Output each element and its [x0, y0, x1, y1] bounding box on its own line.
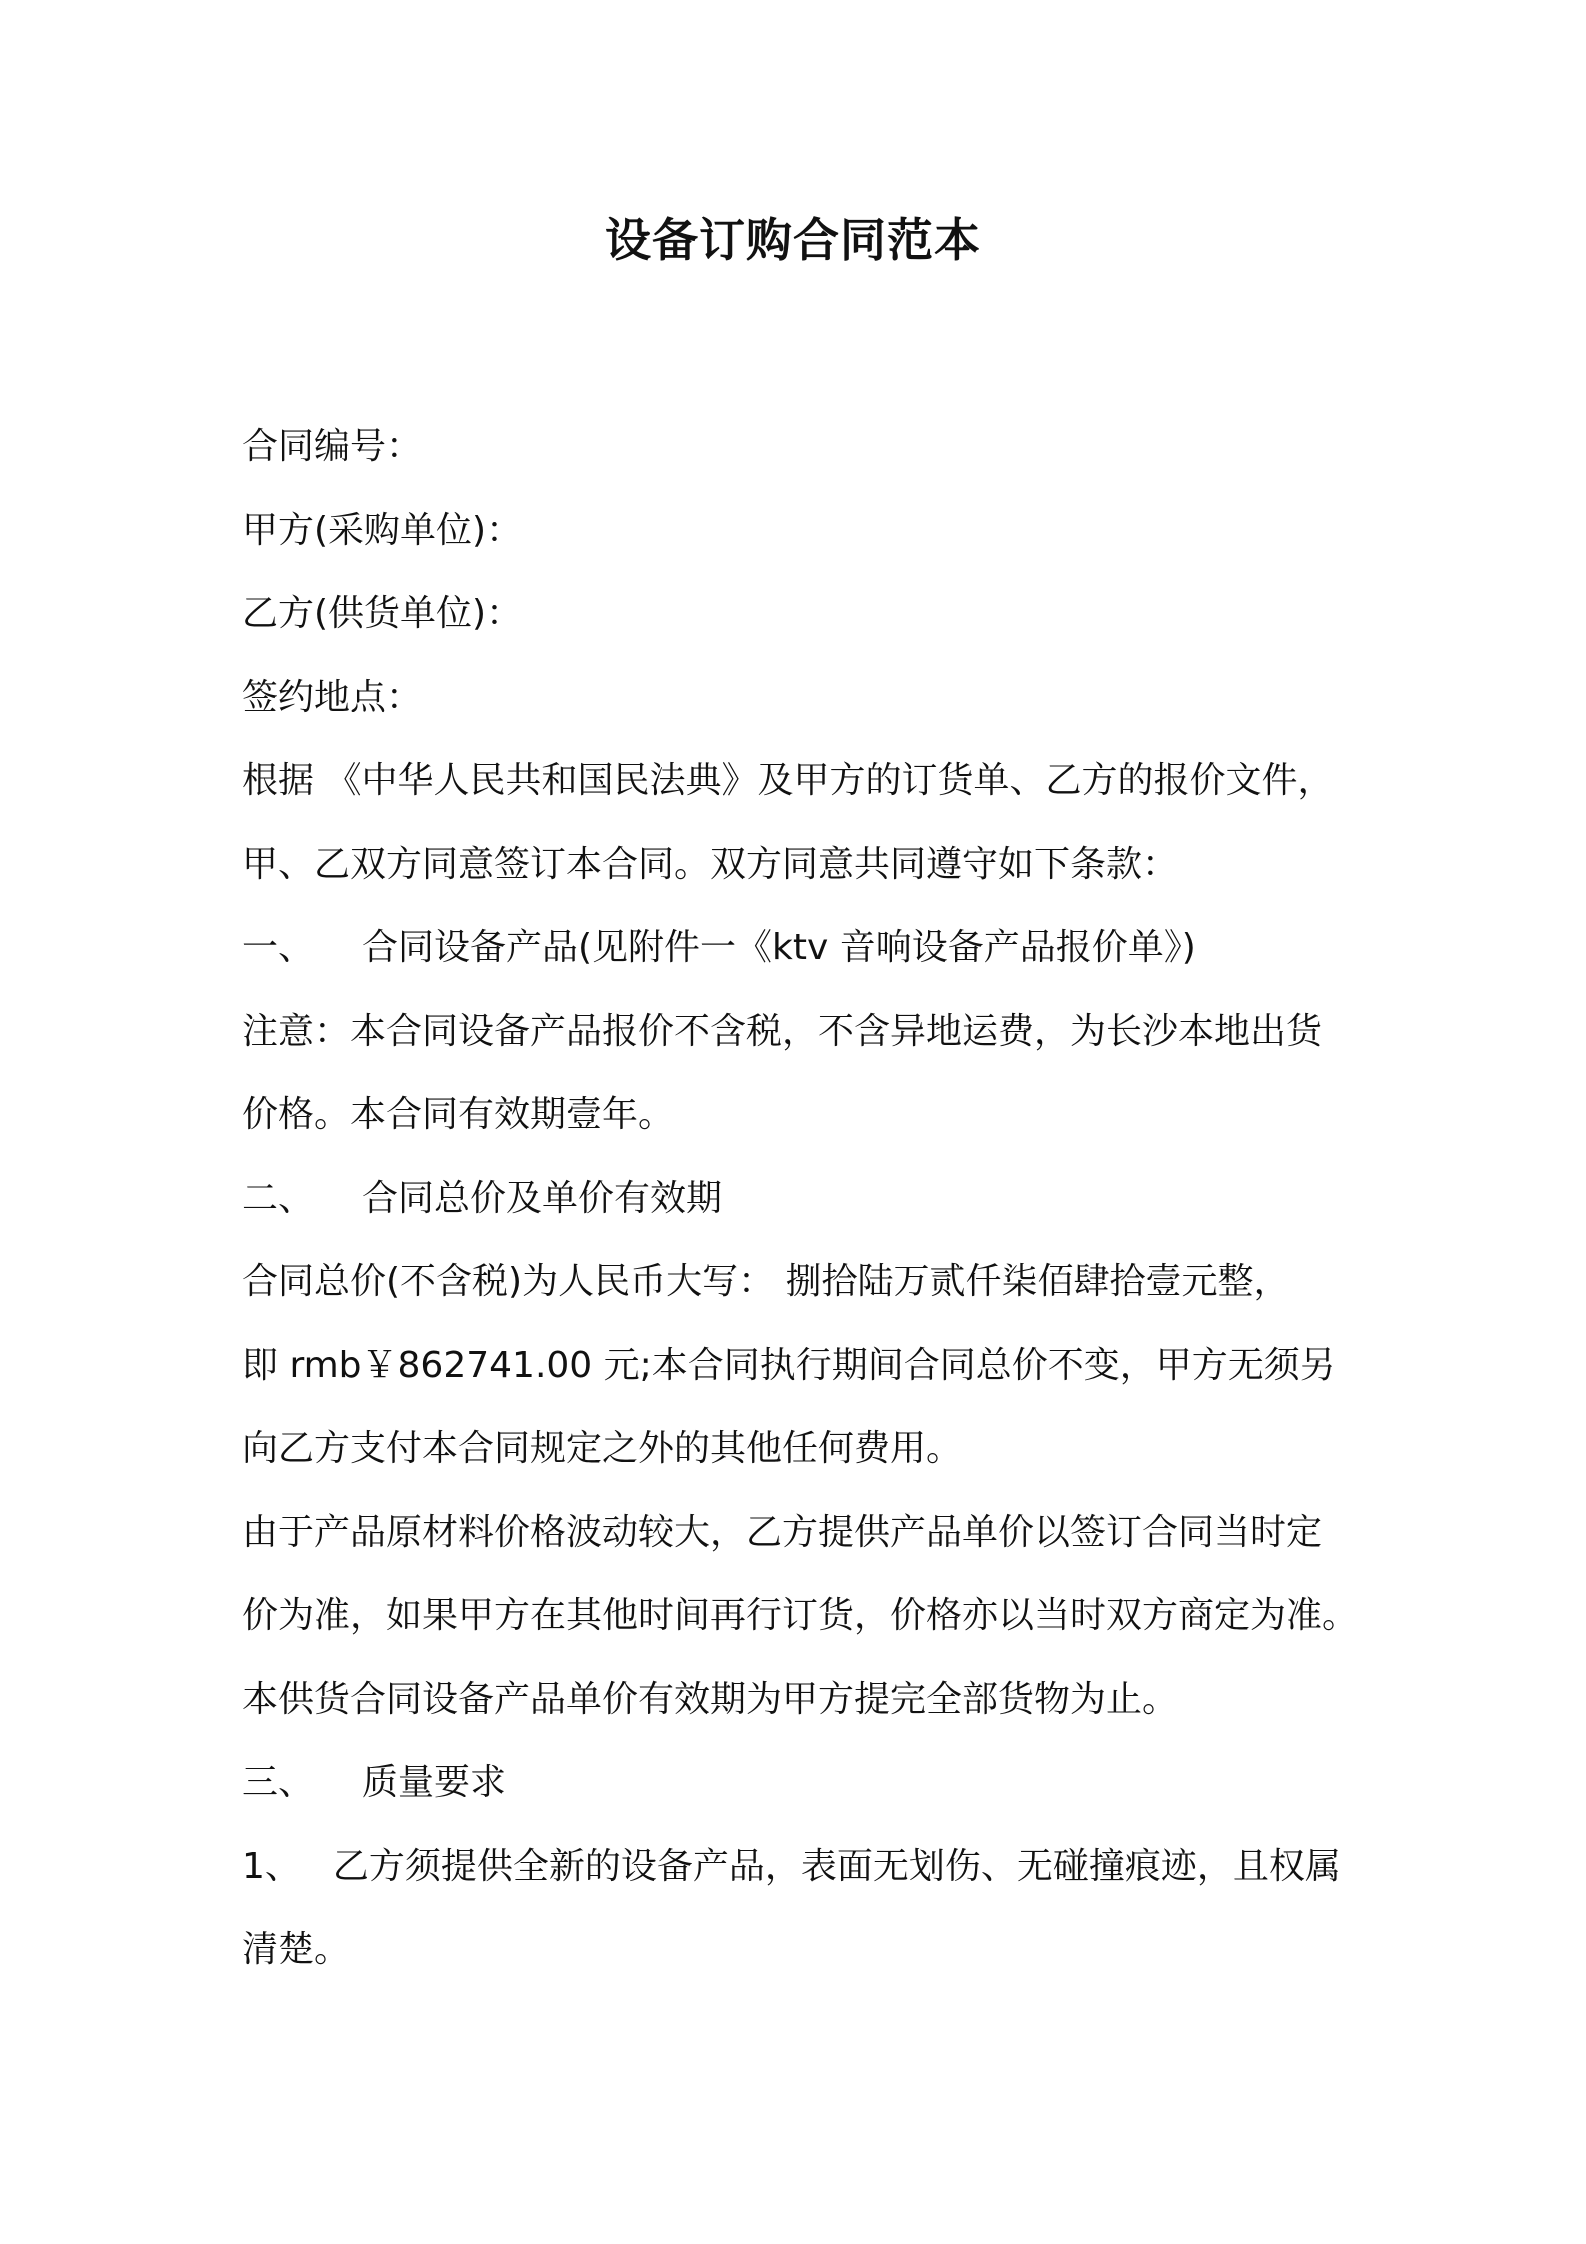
unit-price-paragraph-line: 价为准，如果甲方在其他时间再行订货，价格亦以当时双方商定为准。 [242, 1595, 1359, 1636]
section-heading [242, 1741, 1362, 1825]
contract-number-label: 合同编号： [242, 426, 423, 467]
section-number: 二、 [242, 1177, 315, 1219]
list-item [242, 1825, 1362, 1909]
document-body [242, 405, 1362, 1992]
document-title: 设备订购合同范本 [605, 213, 981, 267]
section-title: 质量要求 [362, 1762, 507, 1803]
section-heading [242, 906, 1362, 990]
total-price-paragraph-line: 向乙方支付本合同规定之外的其他任何费用。 [242, 1428, 963, 1469]
intro-paragraph-line: 甲、乙双方同意签订本合同。双方同意共同遵守如下条款： [242, 843, 1179, 885]
party-b-label: 乙方(供货单位)： [242, 593, 523, 634]
unit-price-paragraph-line: 由于产品原材料价格波动较大，乙方提供产品单价以签订合同当时定 [242, 1511, 1323, 1553]
intro-paragraph-line: 根据 《中华人民共和国民法典》及甲方的订货单、乙方的报价文件， [242, 760, 1334, 801]
total-price-paragraph-line: 即 rmb￥862741.00 元;本合同执行期间合同总价不变，甲方无须另 [242, 1344, 1336, 1386]
total-price-paragraph-line: 合同总价(不含税)为人民币大写： 捌拾陆万贰仟柒佰肆拾壹元整， [242, 1261, 1290, 1302]
note-paragraph-line: 注意：本合同设备产品报价不含税，不含异地运费，为长沙本地出货 [242, 1010, 1323, 1052]
list-item-text: 乙方须提供全新的设备产品，表面无划伤、无碰撞痕迹，且权属 [332, 1845, 1341, 1887]
section-title: 合同设备产品(见附件一《ktv 音响设备产品报价单》) [362, 927, 1196, 968]
section-heading [242, 1157, 1362, 1241]
unit-price-paragraph-line: 本供货合同设备产品单价有效期为甲方提完全部货物为止。 [242, 1678, 1179, 1720]
section-title: 合同总价及单价有效期 [362, 1177, 723, 1219]
party-a-label: 甲方(采购单位)： [242, 509, 523, 551]
signing-place-label: 签约地点： [242, 676, 423, 718]
note-paragraph-line: 价格。本合同有效期壹年。 [242, 1094, 675, 1135]
section-number: 一、 [242, 927, 315, 968]
list-item-number: 1、 [242, 1845, 301, 1887]
section-number: 三、 [242, 1762, 315, 1803]
list-item-continuation: 清楚。 [242, 1929, 351, 1970]
